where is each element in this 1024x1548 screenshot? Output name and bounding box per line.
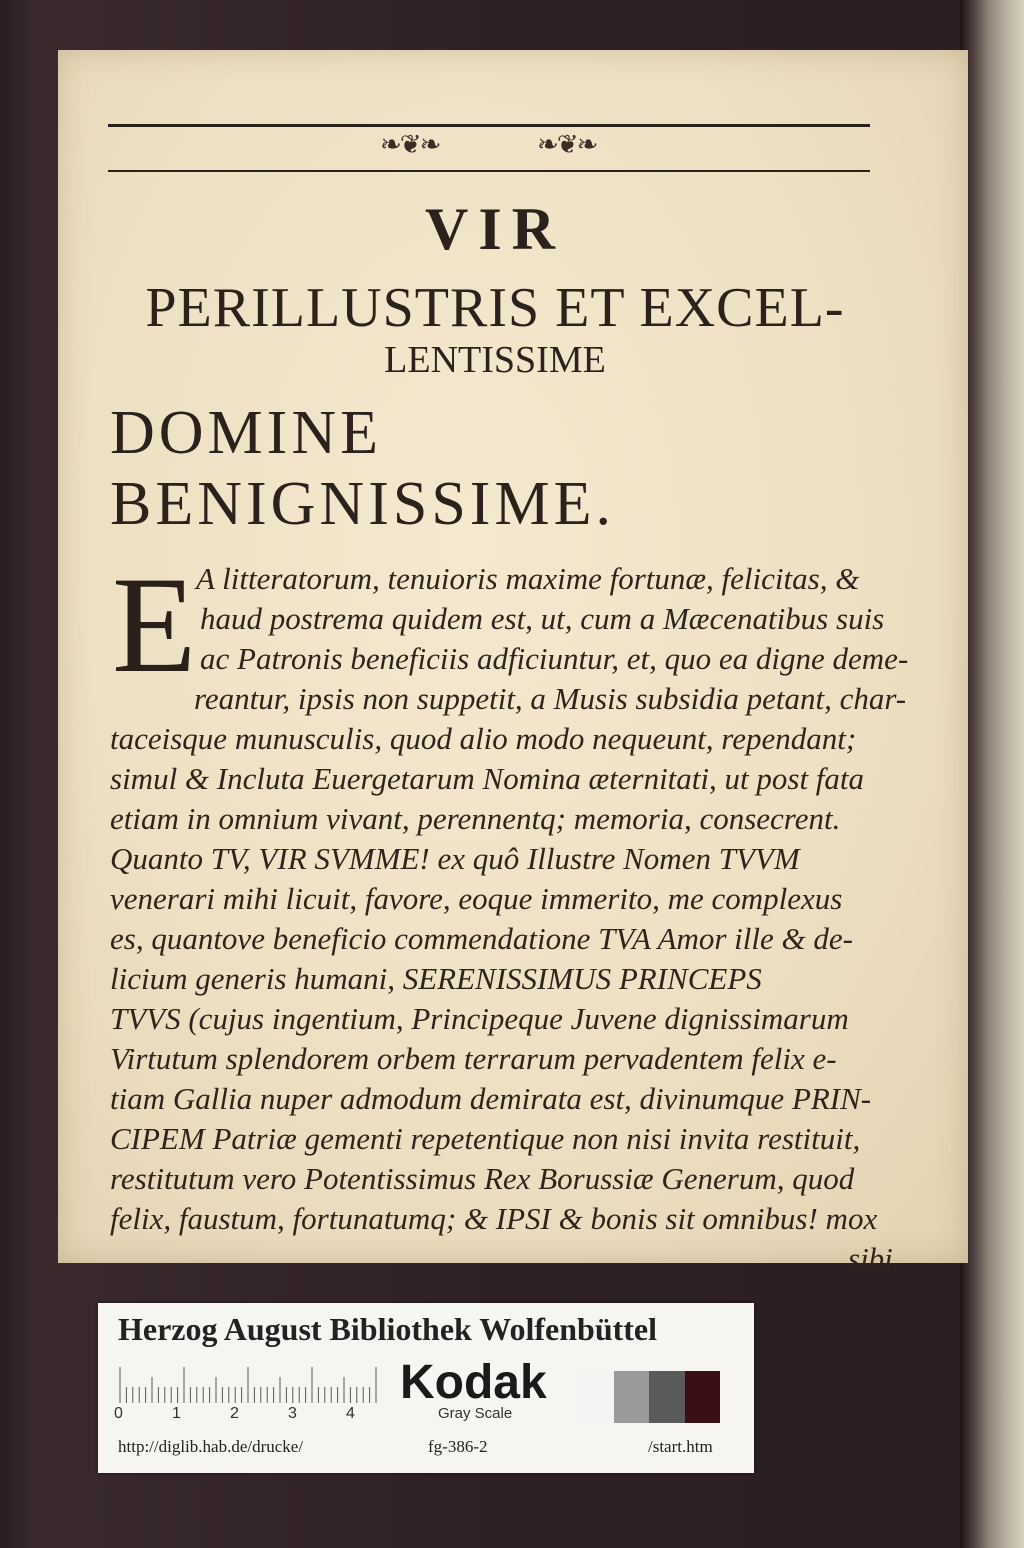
ornament-right: ❧❦❧ [537,130,597,159]
heading-perillustris: PERILLUSTRIS ET EXCEL- [145,277,845,339]
url-base: http://diglib.hab.de/drucke/ [118,1437,304,1456]
heading-vir: VIR [424,196,565,262]
book-spine-edge [960,0,1024,1548]
gray-scale-label: Gray Scale [438,1405,513,1422]
text-line: venerari mihi licuit, favore, eoque immerito, me complexus [110,881,843,916]
text-line: es, quantove beneficio commendatione TVA Amor ille & de- [110,921,853,956]
text-line: felix, faustum, fortunatumq; & IPSI & bonis sit omnibus! mox [110,1201,878,1236]
url-shelfmark: fg-386-2 [428,1437,488,1456]
ornament-left: ❧❦❧ [380,130,440,159]
text-line: tiam Gallia nuper admodum demirata est, divinumque PRIN- [110,1081,872,1116]
swatch-mid [614,1371,650,1423]
swatch-white [578,1371,614,1423]
text-line: A litteratorum, tenuioris maxime fortunæ, felicitas, & [196,561,860,596]
text-line: Virtutum splendorem orbem terrarum pervadentem felix e- [110,1041,837,1076]
swatch-dark [649,1371,685,1423]
top-rule [108,124,870,127]
kodak-logo: Kodak [400,1356,547,1409]
text-line: simul & Incluta Euergetarum Nomina æternitati, ut post fata [110,761,865,796]
scale-number: 2 [230,1405,239,1422]
text-line: reantur, ipsis non suppetit, a Musis subsidia petant, char- [194,681,907,716]
heading-lentissime: LENTISSIME [384,339,606,381]
scale-number: 0 [114,1405,123,1422]
drop-cap: E [112,548,197,701]
text-line: etiam in omnium vivant, perennentq; memoria, consecrent. [110,801,841,836]
text-line: licium generis humani, SERENISSIMUS PRINCEPS [110,961,762,996]
text-line: TVVS (cujus ingentium, Principeque Juvene dignissimarum [110,1001,849,1036]
library-color-target [98,1303,754,1473]
scale-number: 3 [288,1405,297,1422]
gray-swatches [578,1371,720,1423]
text-line: ac Patronis beneficiis adficiuntur, et, quo ea digne deme- [200,641,909,676]
library-title: Herzog August Bibliothek Wolfenbüttel [118,1311,658,1347]
text-line: taceisque munusculis, quod alio modo nequeunt, rependant; [110,721,857,756]
text-line: haud postrema quidem est, ut, cum a Mæcenatibus suis [200,601,885,636]
catchword: sibi [848,1241,893,1276]
text-line: CIPEM Patriæ gementi repetentique non nisi invita restituit, [110,1121,861,1156]
scale-number: 4 [346,1405,355,1422]
text-line: Quanto TV, VIR SVMME! ex quô Illustre Nomen TVVM [110,841,800,876]
scale-number: 1 [172,1405,181,1422]
heading-domine: DOMINE BENIGNISSIME. [110,399,615,538]
text-line: restitutum vero Potentissimus Rex Borussiæ Generum, quod [110,1161,855,1196]
url-suffix: /start.htm [648,1437,713,1456]
swatch-black [685,1371,721,1423]
bottom-rule [108,170,870,172]
ruler-scale [118,1365,380,1403]
